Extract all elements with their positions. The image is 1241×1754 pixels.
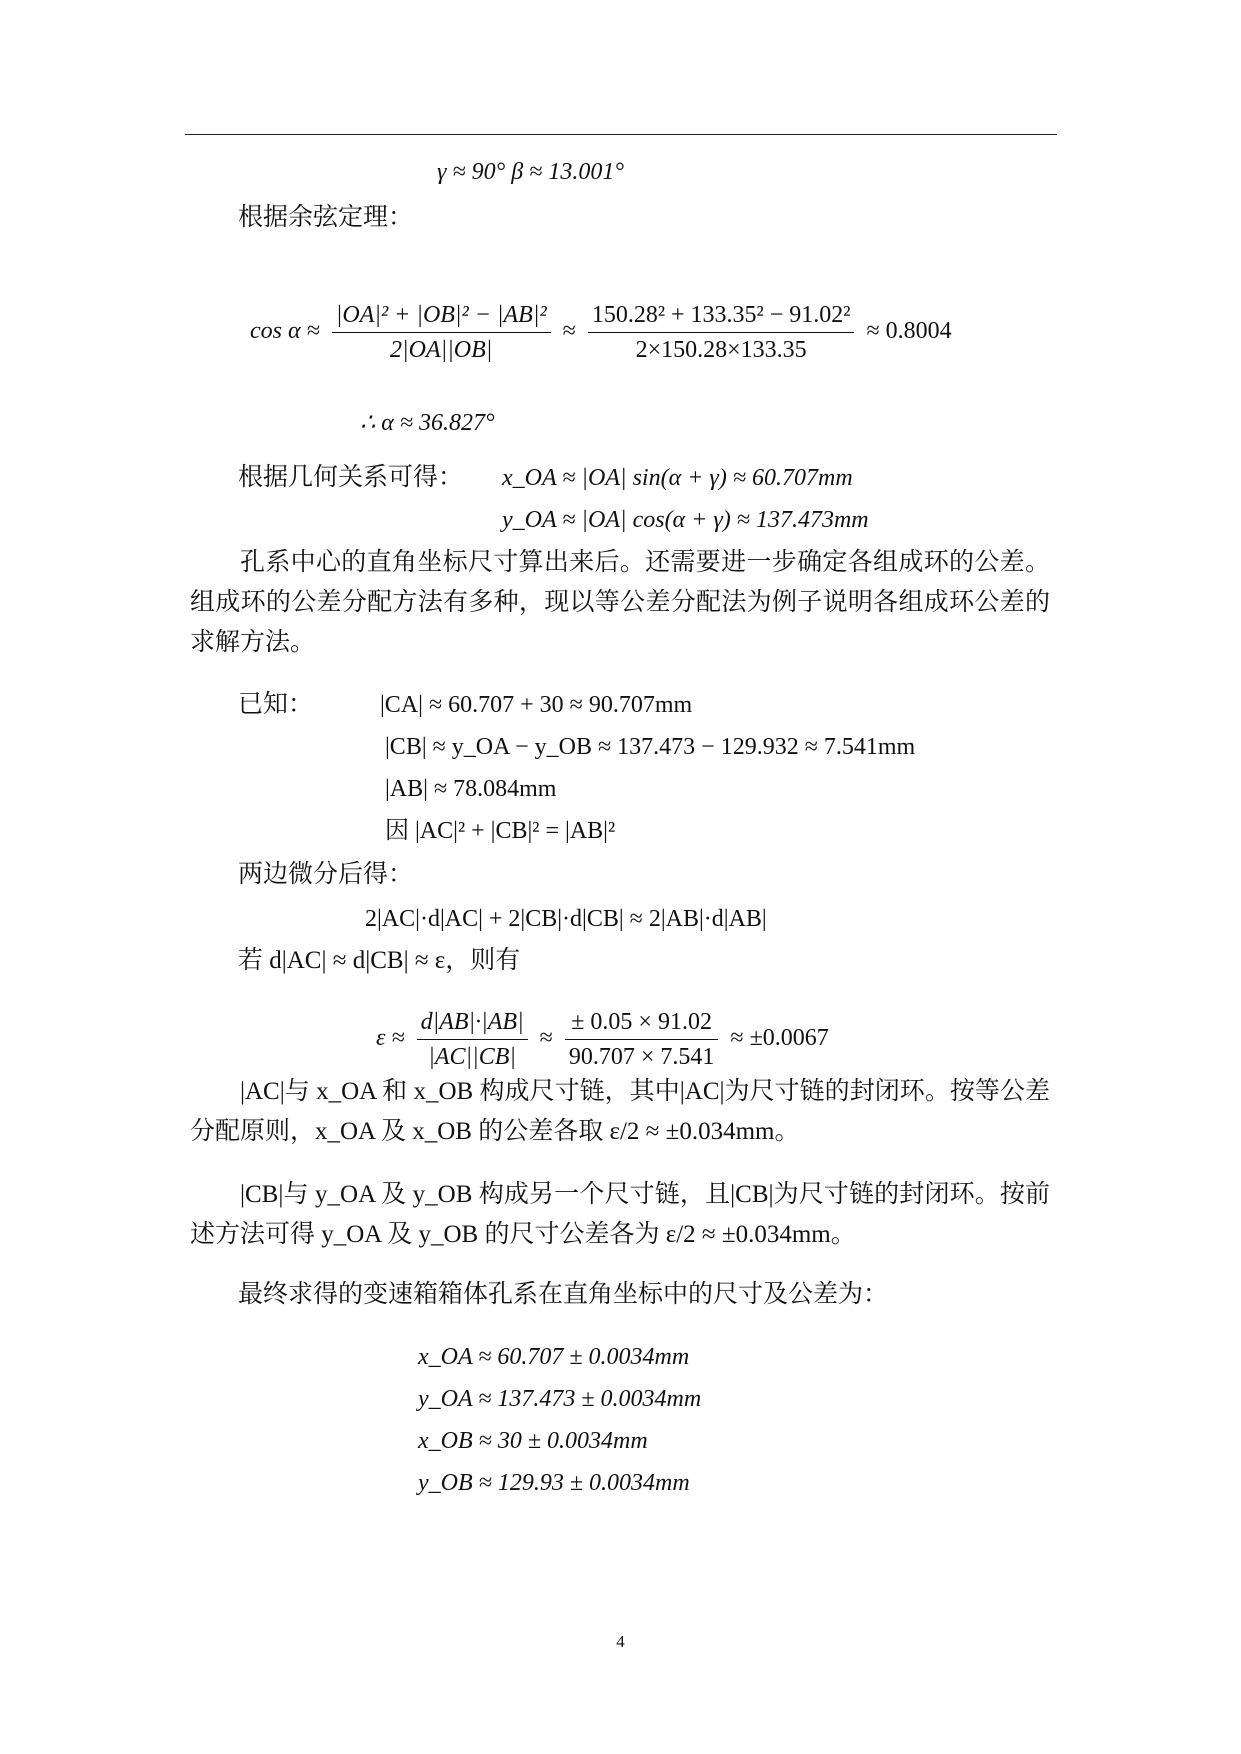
x-oa-calc: x_OA ≈ |OA| sin(α + γ) ≈ 60.707mm: [502, 465, 853, 491]
cos-fraction-2: [588, 300, 855, 365]
epsilon-result: ≈ ±0.0067: [730, 1025, 829, 1052]
epsilon-numerator-1: d|AB|·|AB|: [417, 1007, 528, 1040]
epsilon-denominator-1: |AC||CB|: [428, 1044, 517, 1070]
final-y-oa: y_OA ≈ 137.473 ± 0.0034mm: [418, 1386, 702, 1412]
epsilon-denominator-2: 90.707 × 7.541: [568, 1044, 715, 1070]
epsilon-formula: [376, 1007, 829, 1072]
page-number: 4: [616, 1632, 625, 1651]
final-x-ob: x_OB ≈ 30 ± 0.0034mm: [418, 1428, 648, 1454]
differential-equation: 2|AC|·d|AC| + 2|CB|·d|CB| ≈ 2|AB|·d|AB|: [365, 906, 767, 932]
epsilon-fraction-2: [565, 1007, 719, 1072]
cos-numerator-1: |OA|² + |OB|² − |AB|²: [332, 300, 551, 333]
if-line: 若 d|AC| ≈ d|CB| ≈ ε，则有: [238, 947, 521, 974]
epsilon-left: ε ≈: [376, 1025, 405, 1052]
final-y-ob: y_OB ≈ 129.93 ± 0.0034mm: [418, 1470, 690, 1496]
ab-line: |AB| ≈ 78.084mm: [385, 776, 557, 802]
cos-denominator-1: 2|OA||OB|: [390, 337, 493, 363]
paragraph-2: |AC|与 x_OA 和 x_OB 构成尺寸链，其中|AC|为尺寸链的封闭环。按等公差分配原则，x_OA 及 x_OB 的公差各取 ε/2 ≈ ±0.034mm。: [190, 1078, 1050, 1145]
y-oa-calc: y_OA ≈ |OA| cos(α + γ) ≈ 137.473mm: [502, 507, 869, 533]
paragraph-3: |CB|与 y_OA 及 y_OB 构成另一个尺寸链，且|CB|为尺寸链的封闭环。按前述方法可得 y_OA 及 y_OB 的尺寸公差各为 ε/2 ≈ ±0.034mm。: [190, 1181, 1050, 1248]
cosine-law-title: 根据余弦定理：: [238, 204, 414, 231]
epsilon-numerator-2: ± 0.05 × 91.02: [565, 1007, 719, 1040]
cos-equals: ≈: [562, 318, 576, 345]
epsilon-fraction-1: [417, 1007, 528, 1072]
ca-line: |CA| ≈ 60.707 + 30 ≈ 90.707mm: [380, 692, 693, 718]
geometry-label: 根据几何关系可得：: [238, 464, 464, 491]
cos-left: cos α ≈: [250, 318, 320, 345]
cos-fraction-1: [332, 300, 551, 365]
final-label: 最终求得的变速箱箱体孔系在直角坐标中的尺寸及公差为：: [238, 1281, 889, 1308]
cosine-formula: [250, 300, 952, 365]
paragraph-1: 孔系中心的直角坐标尺寸算出来后。还需要进一步确定各组成环的公差。组成环的公差分配方法有多种，现以等公差分配法为例子说明各组成环公差的求解方法。: [190, 549, 1050, 656]
cos-numerator-2: 150.28² + 133.35² − 91.02²: [588, 300, 855, 333]
gamma-beta-line: γ ≈ 90° β ≈ 13.001°: [437, 159, 624, 185]
because-line: 因 |AC|² + |CB|² = |AB|²: [385, 818, 616, 844]
alpha-line: ∴ α ≈ 36.827°: [360, 410, 495, 436]
known-label: 已知：: [238, 691, 314, 718]
cos-result: ≈ 0.8004: [866, 318, 952, 345]
differentiate-label: 两边微分后得：: [238, 861, 414, 888]
final-x-oa: x_OA ≈ 60.707 ± 0.0034mm: [418, 1344, 690, 1370]
epsilon-equals: ≈: [539, 1025, 553, 1052]
header-rule: [185, 134, 1057, 135]
cb-line: |CB| ≈ y_OA − y_OB ≈ 137.473 − 129.932 ≈ 7.541mm: [385, 734, 916, 760]
cos-denominator-2: 2×150.28×133.35: [635, 337, 807, 363]
